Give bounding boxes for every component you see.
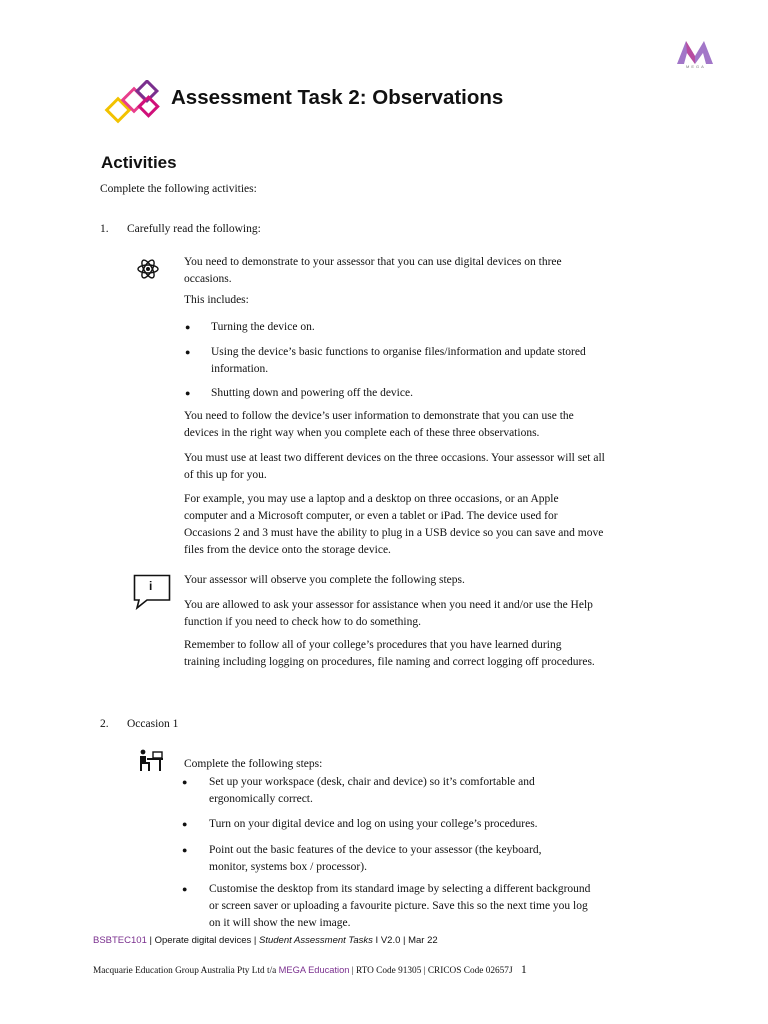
bullet-dot: ●	[185, 388, 191, 398]
item2-bullet-2: Turn on your digital device and log on using your college’s procedures.	[209, 818, 538, 830]
bullet-dot: ●	[182, 777, 188, 787]
info-icon-letter: i	[149, 579, 153, 593]
box2-p3-line2: training including logging on procedures, file naming and correct logging off procedures.	[184, 656, 595, 668]
item2-bullet-4-line3: on it will show the new image.	[209, 917, 351, 929]
box2-para3	[184, 637, 684, 671]
box1-p3-line1: You need to follow the device’s user information to demonstrate that you can use the	[184, 410, 574, 422]
box1-para4	[184, 450, 684, 484]
item2-bullet-3-line2: monitor, systems box / processor).	[209, 861, 367, 873]
item2-bullet-3	[209, 842, 669, 876]
footer-unit-name: Operate digital devices	[154, 935, 252, 946]
item1-label: Carefully read the following:	[127, 223, 261, 235]
footer-unit-code: BSBTEC101	[93, 935, 147, 946]
footer-line-2	[93, 962, 527, 977]
item2-bullet-1-line1: Set up your workspace (desk, chair and device) so it’s comfortable and	[209, 776, 535, 788]
bullet-dot: ●	[182, 884, 188, 894]
box1-p2: This includes:	[184, 294, 249, 306]
mega-logo	[674, 36, 716, 76]
bullet-dot: ●	[185, 322, 191, 332]
box1-bullet-1: Turning the device on.	[211, 321, 315, 333]
item2-bullet-1-line2: ergonomically correct.	[209, 793, 313, 805]
item2-bullet-4-line1: Customise the desktop from its standard image by selecting a different background	[209, 883, 591, 895]
activities-heading: Activities	[101, 153, 177, 172]
box2-p3-line1: Remember to follow all of your college’s procedures that you have learned during	[184, 639, 562, 651]
box1-p3-line2: devices in the right way when you complete each of these three observations.	[184, 427, 540, 439]
bullet-dot: ●	[182, 819, 188, 829]
item2-bullet-4-line2: or screen saver or uploading a favourite picture. Save this so the next time you log	[209, 900, 588, 912]
item2-number: 2.	[100, 718, 109, 730]
item2-bullet-1	[209, 774, 669, 808]
activities-intro: Complete the following activities:	[100, 183, 257, 195]
item2-bullet-4	[209, 881, 679, 932]
box1-bullet-2-line1: Using the device’s basic functions to organise files/information and update stored	[211, 346, 586, 358]
box1-bullet-2-line2: information.	[211, 363, 269, 375]
footer-org: Macquarie Education Group Australia Pty Ltd t/a	[93, 966, 279, 976]
footer-version: I V2.0 | Mar 22	[372, 935, 438, 946]
box1-p5-line1: For example, you may use a laptop and a desktop on three occasions, or an Apple	[184, 493, 559, 505]
mega-logo-mark	[674, 36, 716, 66]
bullet-dot: ●	[182, 845, 188, 855]
box1-p5-line3: Occasions 2 and 3 must have the ability to plug in a USB device so you can save and move	[184, 527, 604, 539]
atom-icon	[136, 256, 160, 282]
box1-p1-line1: You need to demonstrate to your assessor that you can use digital devices on three	[184, 256, 562, 268]
box1-p5-line4: files from the device onto the storage device.	[184, 544, 391, 556]
box1-bullet-2	[211, 344, 671, 378]
box1-para3	[184, 408, 684, 442]
footer-brand: MEGA Education	[278, 965, 350, 975]
box2-p2-line2: function if you need to check how to do something.	[184, 616, 421, 628]
box2-p1: Your assessor will observe you complete the following steps.	[184, 574, 465, 586]
diamond-logo-icon	[100, 80, 166, 128]
desk-worker-icon	[137, 749, 165, 773]
footer-line-1	[93, 935, 438, 946]
item2-intro: Complete the following steps:	[184, 758, 323, 770]
footer-sep: |	[251, 935, 260, 946]
item2-label: Occasion 1	[127, 718, 179, 730]
mega-logo-text: MEGA	[686, 64, 706, 69]
box1-p4-line2: of this up for you.	[184, 469, 267, 481]
box1-para5	[184, 491, 684, 559]
item2-bullet-3-line1: Point out the basic features of the device to your assessor (the keyboard,	[209, 844, 542, 856]
box2-para2	[184, 597, 684, 631]
page-number: 1	[520, 962, 527, 976]
footer-codes: | RTO Code 91305 | CRICOS Code 02657J	[349, 966, 513, 976]
page-title: Assessment Task 2: Observations	[171, 86, 504, 109]
box1-p4-line1: You must use at least two different devices on the three occasions. Your assessor will set all	[184, 452, 605, 464]
box1-bullet-3: Shutting down and powering off the device.	[211, 387, 413, 399]
item1-number: 1.	[100, 223, 109, 235]
box2-p2-line1: You are allowed to ask your assessor for assistance when you need it and/or use the Help	[184, 599, 593, 611]
bullet-dot: ●	[185, 347, 191, 357]
box1-p1-line2: occasions.	[184, 273, 232, 285]
box1-p5-line2: computer and a Microsoft computer, or even a tablet or iPad. The device used for	[184, 510, 558, 522]
footer-sep: |	[146, 935, 155, 946]
footer-doc-name: Student Assessment Tasks	[259, 935, 373, 946]
box1-para1	[184, 254, 684, 288]
info-speech-icon	[133, 574, 171, 610]
